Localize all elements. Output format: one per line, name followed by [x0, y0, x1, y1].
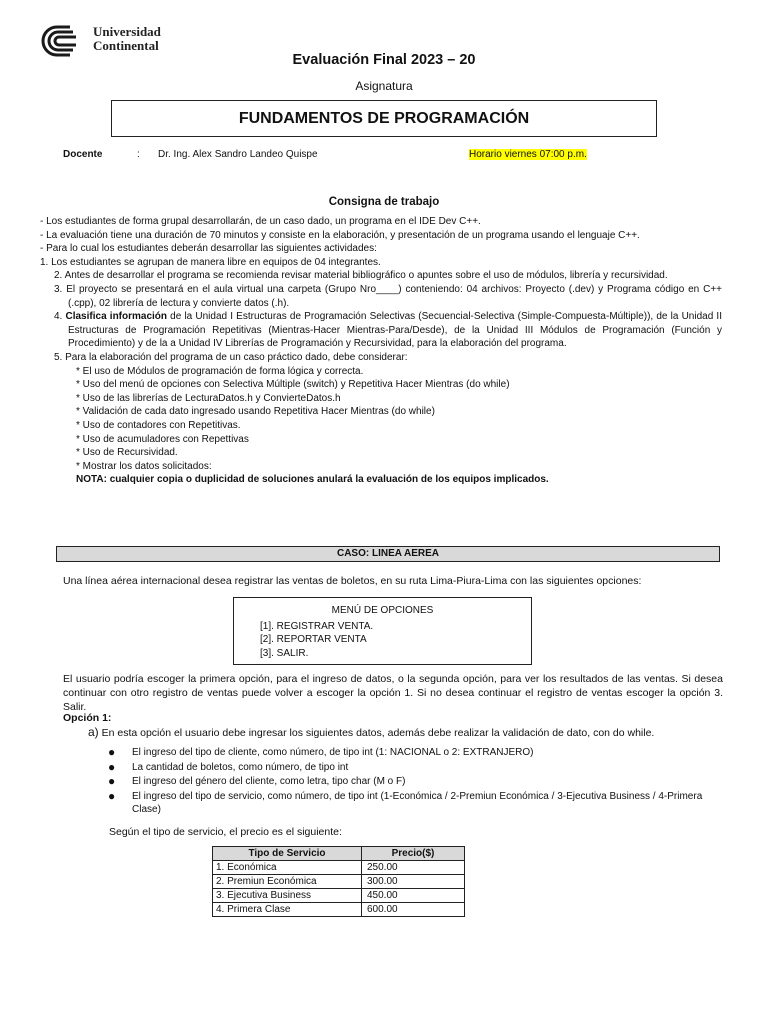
instruction-line: - La evaluación tiene una duración de 70 minutos y consiste en la elaboración, y presentación de un programa usando el lenguaje C++. [40, 229, 640, 241]
criteria-item: * Uso de las librerías de LecturaDatos.h y ConvierteDatos.h [76, 392, 341, 404]
schedule-highlight: Horario viernes 07:00 p.m. [469, 149, 587, 160]
table-cell: 450.00 [362, 889, 465, 903]
list-item: ● El ingreso del género del cliente, como letra, tipo char (M o F) [108, 774, 406, 788]
bullet-icon: ● [108, 759, 116, 774]
table-cell: 4. Primera Clase [213, 903, 362, 917]
subject-title: FUNDAMENTOS DE PROGRAMACIÓN [238, 109, 530, 127]
instruction-line: 3. El proyecto se presentará en el aula virtual una carpeta (Grupo Nro____) conteniendo: 04 archivos: Proyecto (.dev) y Programa código en C++ (.cpp), 02 librería de lectura y convierte datos (.h). [54, 283, 722, 309]
table-row [213, 861, 465, 875]
option1-bullets [108, 746, 722, 818]
instruction-line: 4. Clasifica información de la Unidad I Estructuras de Programación Selectivas (Secuencial-Selectiva (Simple-Compuesta-Múltiple)), de la Unidad II Estructuras de Programación Repetitivas (Mientras-Hacer Mientras-Para/Desde), de la Unidad III Módulos de Programación (Función y Procedimiento) y de la a Unidad IV Librerías de Programación y Recursividad, para la elaboración del programa. [54, 311, 722, 350]
list-item: ● El ingreso del tipo de cliente, como número, de tipo int (1: NACIONAL o 2: EXTRANJERO) [108, 745, 534, 759]
teacher-label: Docente [63, 149, 103, 160]
table-cell: 2. Premiun Económica [213, 875, 362, 889]
table-cell: 300.00 [362, 875, 465, 889]
criteria-item: * Uso de contadores con Repetitivas. [76, 419, 241, 431]
case-title-bar [56, 546, 720, 562]
table-row [213, 889, 465, 903]
criteria-item: * El uso de Módulos de programación de forma lógica y correcta. [76, 365, 364, 377]
instruction-line: - Los estudiantes de forma grupal desarrollarán, de un caso dado, un programa en el IDE Dev C++. [40, 216, 481, 227]
teacher-separator: : [137, 149, 140, 160]
table-header: Tipo de Servicio [213, 847, 362, 861]
table-row [213, 903, 465, 917]
table-row [213, 875, 465, 889]
option1-description: a) En esta opción el usuario debe ingresar los siguientes datos, además debe realizar la validación de dato, con do while. [88, 725, 655, 739]
subject-label: Asignatura [355, 79, 413, 93]
instruction-line: 5. Para la elaboración del programa de un caso práctico dado, debe considerar: [54, 351, 408, 363]
bullet-icon: ● [108, 788, 116, 803]
instruction-line: - Para lo cual los estudiantes deberán desarrollar las siguientes actividades: [40, 243, 377, 255]
criteria-item: * Uso de acumuladores con Repettivas [76, 433, 249, 445]
bullet-icon: ● [108, 745, 116, 759]
university-name: Universidad Continental [93, 24, 161, 53]
instructions-title: Consigna de trabajo [328, 196, 440, 208]
criteria-item: * Mostrar los datos solicitados: [76, 460, 212, 472]
menu-title: MENÚ DE OPCIONES [331, 605, 434, 616]
criteria-item: * Validación de cada dato ingresado usando Repetitiva Hacer Mientras (do while) [76, 406, 435, 418]
instructions-list [40, 215, 722, 487]
instruction-line: 1. Los estudiantes se agrupan de manera libre en equipos de 04 integrantes. [40, 256, 381, 268]
list-item: ● El ingreso del tipo de servicio, como número, de tipo int (1-Económica / 2-Premiun Económica / 3-Ejecutiva Business / 4-Primera Clase) [108, 788, 703, 815]
menu-option: [3]. SALIR. [260, 648, 309, 659]
case-title: CASO: LINEA AEREA [336, 548, 440, 559]
instruction-line: 2. Antes de desarrollar el programa se recomienda revisar material bibliográfico o apuntes sobre el uso de módulos, librería y recursividad. [54, 270, 668, 282]
criteria-item: * Uso de Recursividad. [76, 447, 178, 459]
price-table [212, 846, 465, 917]
table-cell: 3. Ejecutiva Business [213, 889, 362, 903]
list-item: ● La cantidad de boletos, como número, de tipo int [108, 759, 349, 774]
table-cell: 600.00 [362, 903, 465, 917]
bullet-icon: ● [108, 774, 116, 788]
options-menu-box [233, 597, 532, 665]
case-paragraph: El usuario podría escoger la primera opción, para el ingreso de datos, o la segunda opción, para ver los resultados de las ventas. Si desea continuar con otro registro de ventas puede volver a escoger la opción 1. Si no desea continuar el registro de ventas escoger la opción 3. Salir. [63, 673, 723, 713]
criteria-item: * Uso del menú de opciones con Selectiva Múltiple (switch) y Repetitiva Hacer Mientras (do while) [76, 379, 510, 391]
note-line: NOTA: cualquier copia o duplicidad de soluciones anulará la evaluación de los equipos implicados. [76, 474, 549, 486]
menu-option: [1]. REGISTRAR VENTA. [260, 621, 374, 632]
menu-option: [2]. REPORTAR VENTA [260, 634, 367, 645]
evaluation-title: Evaluación Final 2023 – 20 [292, 52, 476, 68]
table-cell: 1. Económica [213, 861, 362, 875]
table-header-row [213, 847, 465, 861]
case-intro: Una línea aérea internacional desea registrar las ventas de boletos, en su ruta Lima-Piura-Lima con las siguientes opciones: [63, 575, 642, 587]
subject-title-box [111, 100, 657, 137]
table-header: Precio($) [362, 847, 465, 861]
table-cell: 250.00 [362, 861, 465, 875]
price-intro: Según el tipo de servicio, el precio es el siguiente: [109, 826, 342, 838]
teacher-name: Dr. Ing. Alex Sandro Landeo Quispe [158, 149, 318, 160]
option1-label: Opción 1: [63, 712, 112, 724]
